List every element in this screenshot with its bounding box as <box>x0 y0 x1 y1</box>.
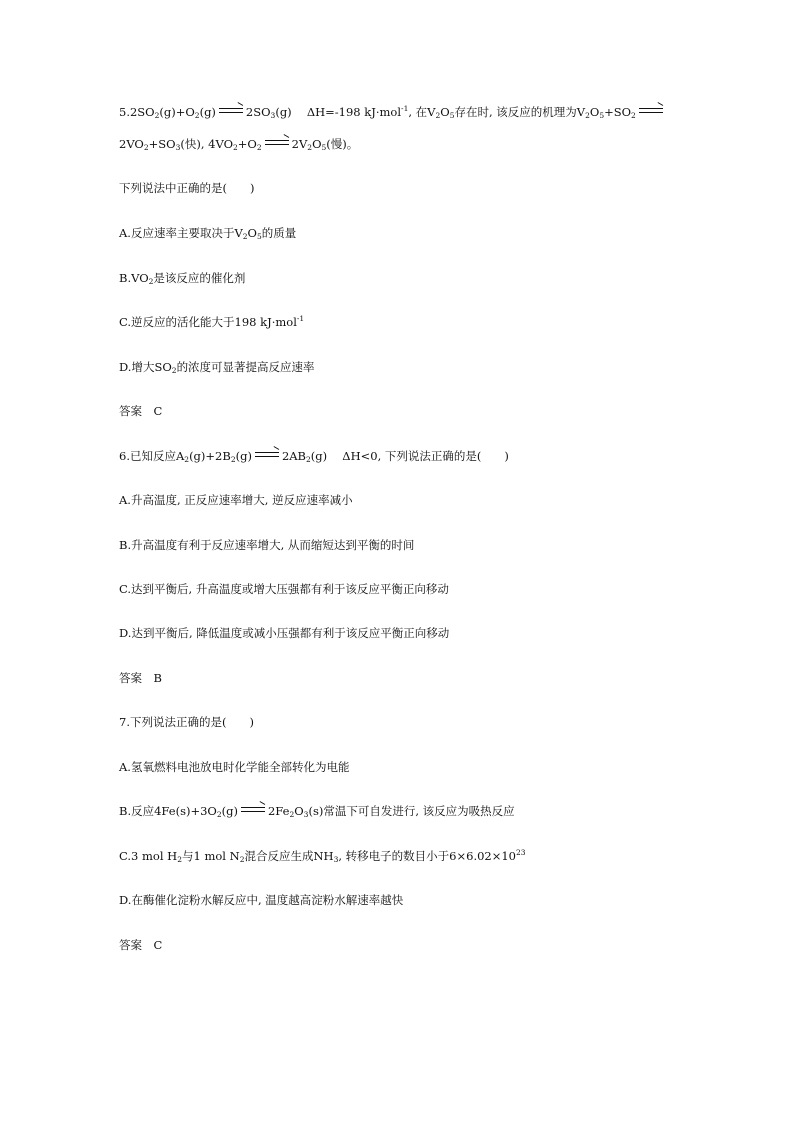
equilibrium-arrow <box>241 807 265 813</box>
q5-option-a: A.反应速率主要取决于$V_2O_5$的质量 <box>119 226 297 241</box>
q6-answer: 答案 B <box>119 671 162 685</box>
equilibrium-arrow <box>255 452 279 458</box>
q5-answer: 答案 C <box>119 404 163 418</box>
q7-option-d: D.在酶催化淀粉水解反应中, 温度越高淀粉水解速率越快 <box>119 893 404 907</box>
q6-stem: 6.已知反应$A_2(g)+2B_2(g)$ $2AB_2(g)$ ΔH<0, 下列说法正确的是( ) <box>119 448 509 464</box>
q5-stem: 下列说法中正确的是( ) <box>119 181 255 195</box>
q5-option-b: $B.VO_2$是该反应的催化剂 <box>119 271 246 286</box>
equilibrium-arrow <box>265 140 289 146</box>
q7-option-c: C.3 mol $H_2$与1 mol $N_2$混合反应生成$NH_3$, 转移电子的数目小于$6\times 6.02\times 10^{23}$ <box>119 848 526 864</box>
q7-option-b: B.反应$4Fe(s)+3O_2(g)$ $2Fe_2O_3(s)$常温下可自发进行, 该反应为吸热反应 <box>119 803 515 819</box>
q7-answer: 答案 C <box>119 938 163 952</box>
q5-option-c: C.逆反应的活化能大于198 kJ·mol$^{-1}$ <box>119 314 305 329</box>
q6-option-b: B.升高温度有利于反应速率增大, 从而缩短达到平衡的时间 <box>119 538 415 552</box>
q6-option-c: C.达到平衡后, 升高温度或增大压强都有利于该反应平衡正向移动 <box>119 582 449 596</box>
q7-stem: 7.下列说法正确的是( ) <box>119 715 254 729</box>
q5-equation-line-2: $2VO_2+SO_3$(快), $4VO_2+O_2$ $2V_2O_5$(慢)。 <box>119 136 358 152</box>
q7-option-a: A.氢氧燃料电池放电时化学能全部转化为电能 <box>119 760 350 774</box>
equilibrium-arrow <box>219 108 243 114</box>
q5-equation-line-1: $5.2SO_2(g)+O_2(g)$ $2SO_3(g)$ ΔH=-198 kJ·mol$^{-1}$, 在$V_2O_5$存在时, 该反应的机理为$V_2O_5+SO_2$ <box>119 104 666 120</box>
equilibrium-arrow <box>639 108 663 114</box>
q6-option-d: D.达到平衡后, 降低温度或减小压强都有利于该反应平衡正向移动 <box>119 626 450 640</box>
q5-option-d: D.增大$SO_2$的浓度可显著提高反应速率 <box>119 360 315 375</box>
q6-option-a: A.升高温度, 正反应速率增大, 逆反应速率减小 <box>119 493 353 507</box>
